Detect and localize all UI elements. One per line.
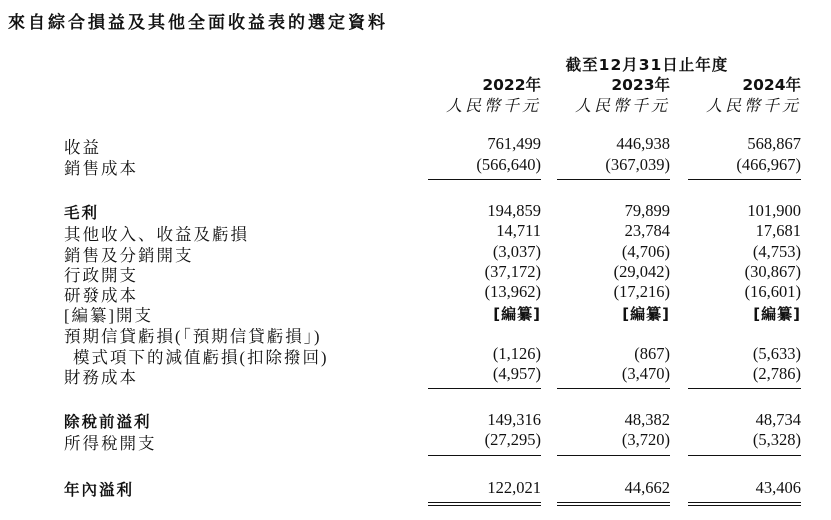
year-header-2024: 2024年 bbox=[742, 76, 801, 94]
subtotal-rule bbox=[557, 179, 670, 180]
cell-admin-expenses-2023: (29,042) bbox=[613, 262, 670, 281]
cell-redacted-2024: [編纂] bbox=[753, 305, 801, 323]
row-label-cost-of-sales: 銷售成本 bbox=[64, 159, 138, 178]
cell-finance-costs-2023: (3,470) bbox=[621, 364, 670, 383]
cell-revenue-2024: 568,867 bbox=[747, 134, 801, 153]
row-label-selling-expenses: 銷售及分銷開支 bbox=[64, 246, 194, 265]
total-rule-top bbox=[428, 502, 541, 503]
unit-header-2024: 人民幣千元 bbox=[705, 98, 801, 115]
cell-cost-of-sales-2024: (466,967) bbox=[736, 155, 801, 174]
cell-profit-for-year-2023: 44,662 bbox=[624, 478, 670, 497]
subtotal-rule bbox=[688, 388, 801, 389]
cell-profit-for-year-2024: 43,406 bbox=[755, 478, 801, 497]
cell-gross-profit-2022: 194,859 bbox=[487, 201, 541, 220]
subtotal-rule bbox=[557, 455, 670, 456]
unit-header-2023: 人民幣千元 bbox=[574, 98, 670, 115]
cell-profit-before-tax-2024: 48,734 bbox=[755, 410, 801, 429]
row-label-admin-expenses: 行政開支 bbox=[64, 266, 138, 285]
row-label-ecl-line1: 預期信貸虧損(「預期信貸虧損」) bbox=[64, 327, 322, 346]
cell-ecl-2024: (5,633) bbox=[752, 344, 801, 363]
cell-redacted-2022: [編纂] bbox=[493, 305, 541, 323]
document-title: 來自綜合損益及其他全面收益表的選定資料 bbox=[8, 13, 388, 33]
cell-ecl-2022: (1,126) bbox=[492, 344, 541, 363]
year-header-2022: 2022年 bbox=[482, 76, 541, 94]
cell-cost-of-sales-2022: (566,640) bbox=[476, 155, 541, 174]
row-label-gross-profit: 毛利 bbox=[64, 204, 100, 222]
cell-gross-profit-2024: 101,900 bbox=[747, 201, 801, 220]
total-rule-top bbox=[688, 502, 801, 503]
subtotal-rule bbox=[428, 455, 541, 456]
cell-rd-costs-2023: (17,216) bbox=[613, 282, 670, 301]
cell-income-tax-2024: (5,328) bbox=[752, 430, 801, 449]
cell-selling-expenses-2023: (4,706) bbox=[621, 242, 670, 261]
row-label-income-tax: 所得稅開支 bbox=[64, 434, 157, 453]
cell-redacted-2023: [編纂] bbox=[622, 305, 670, 323]
cell-profit-for-year-2022: 122,021 bbox=[487, 478, 541, 497]
cell-admin-expenses-2022: (37,172) bbox=[484, 262, 541, 281]
row-label-redacted-expenses: [編纂]開支 bbox=[64, 306, 153, 325]
subtotal-rule bbox=[428, 179, 541, 180]
row-label-rd-costs: 研發成本 bbox=[64, 286, 138, 305]
period-header: 截至12月31日止年度 bbox=[565, 56, 729, 74]
cell-selling-expenses-2022: (3,037) bbox=[492, 242, 541, 261]
cell-revenue-2023: 446,938 bbox=[616, 134, 670, 153]
row-label-finance-costs: 財務成本 bbox=[64, 368, 138, 387]
cell-other-income-2024: 17,681 bbox=[755, 221, 801, 240]
cell-finance-costs-2024: (2,786) bbox=[752, 364, 801, 383]
subtotal-rule bbox=[688, 179, 801, 180]
unit-header-2022: 人民幣千元 bbox=[445, 98, 541, 115]
subtotal-rule bbox=[428, 388, 541, 389]
cell-profit-before-tax-2022: 149,316 bbox=[487, 410, 541, 429]
total-rule-bottom bbox=[688, 505, 801, 506]
cell-revenue-2022: 761,499 bbox=[487, 134, 541, 153]
row-label-profit-before-tax: 除稅前溢利 bbox=[64, 413, 152, 431]
total-rule-bottom bbox=[557, 505, 670, 506]
cell-other-income-2023: 23,784 bbox=[624, 221, 670, 240]
cell-rd-costs-2022: (13,962) bbox=[484, 282, 541, 301]
cell-selling-expenses-2024: (4,753) bbox=[752, 242, 801, 261]
subtotal-rule bbox=[557, 388, 670, 389]
total-rule-top bbox=[557, 502, 670, 503]
cell-cost-of-sales-2023: (367,039) bbox=[605, 155, 670, 174]
cell-rd-costs-2024: (16,601) bbox=[744, 282, 801, 301]
cell-finance-costs-2022: (4,957) bbox=[492, 364, 541, 383]
cell-admin-expenses-2024: (30,867) bbox=[744, 262, 801, 281]
cell-income-tax-2022: (27,295) bbox=[484, 430, 541, 449]
total-rule-bottom bbox=[428, 505, 541, 506]
cell-ecl-2023: (867) bbox=[634, 344, 670, 363]
row-label-other-income: 其他收入、收益及虧損 bbox=[64, 225, 249, 244]
cell-gross-profit-2023: 79,899 bbox=[624, 201, 670, 220]
row-label-revenue: 收益 bbox=[64, 138, 101, 157]
subtotal-rule bbox=[688, 455, 801, 456]
cell-profit-before-tax-2023: 48,382 bbox=[624, 410, 670, 429]
year-header-2023: 2023年 bbox=[611, 76, 670, 94]
cell-other-income-2022: 14,711 bbox=[496, 221, 541, 240]
row-label-profit-for-year: 年內溢利 bbox=[64, 481, 135, 499]
row-label-ecl-line2: 模式項下的減值虧損(扣除撥回) bbox=[73, 348, 329, 367]
cell-income-tax-2023: (3,720) bbox=[621, 430, 670, 449]
